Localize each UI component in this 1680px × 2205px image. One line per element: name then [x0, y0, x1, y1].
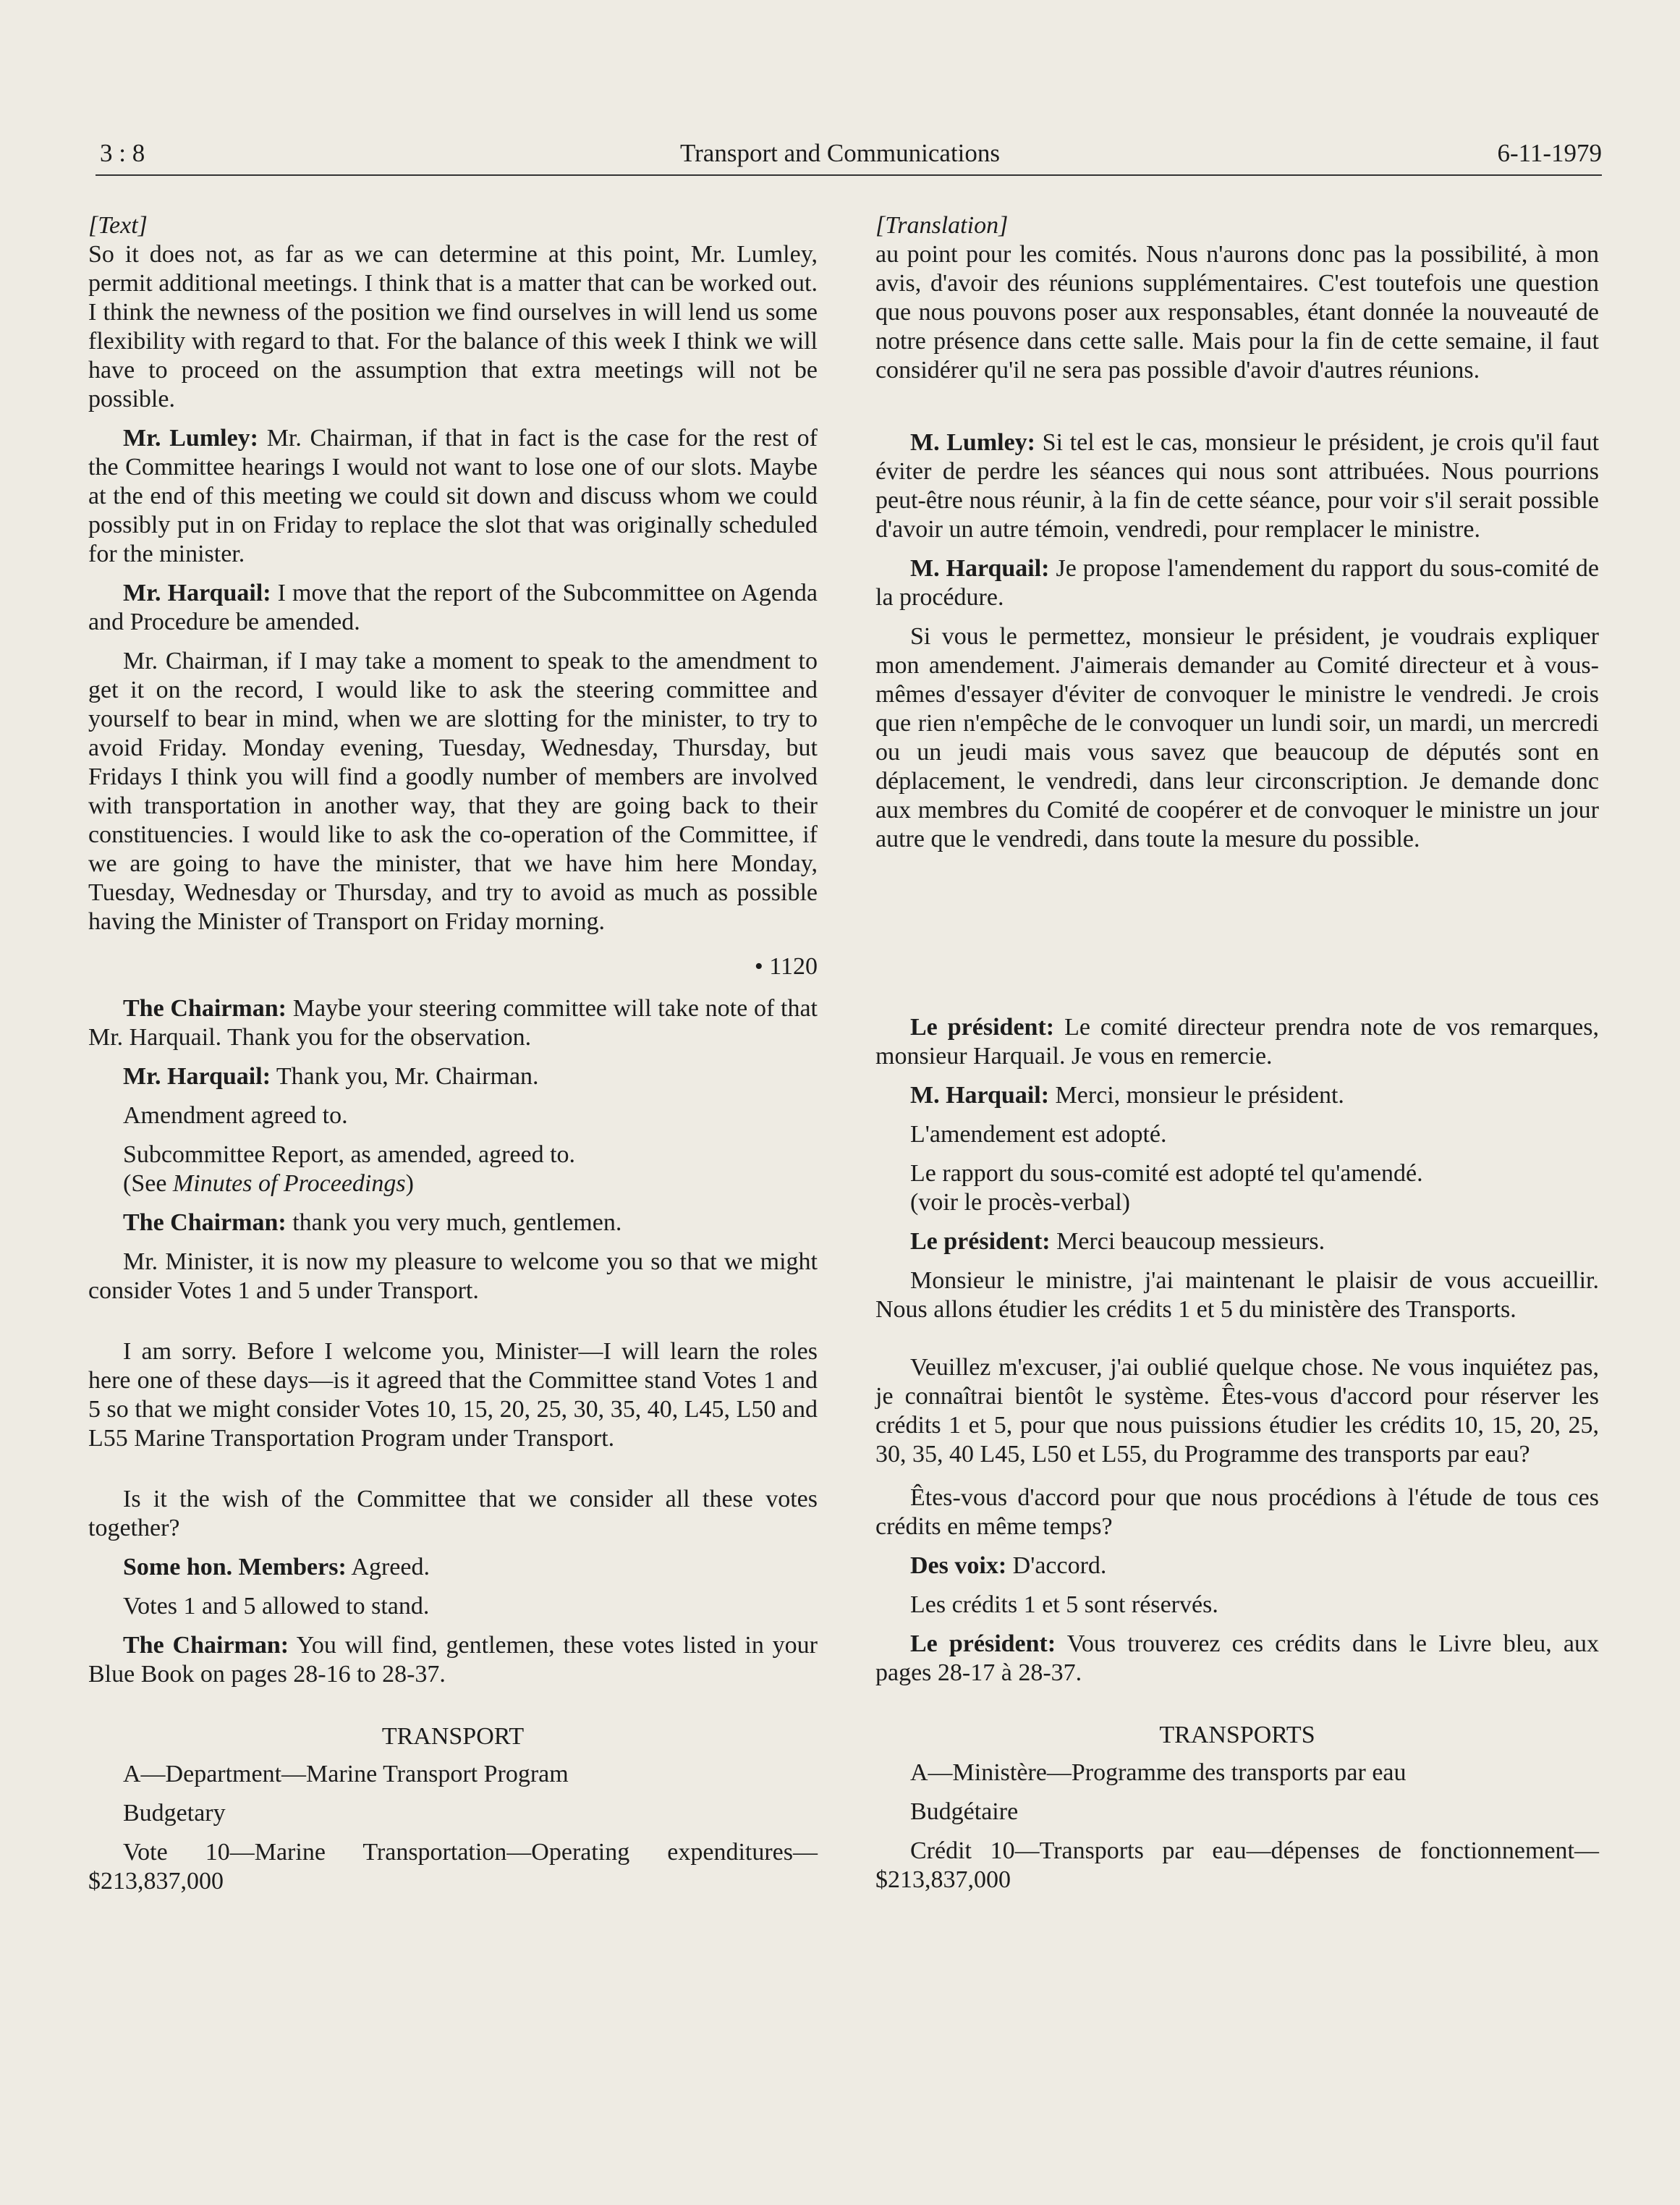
vote-item: A—Ministère—Programme des transports par eau: [910, 1759, 1407, 1786]
paragraph: Some hon. Members: Agreed.: [123, 1554, 430, 1580]
paragraph: Le président: Le comité directeur prendra note de vos remarques, monsieur Harquail. Je vous en remercie.: [875, 1014, 1599, 1070]
running-title: Transport and Communications: [679, 139, 1001, 167]
paragraph: Si vous le permettez, monsieur le président, je voudrais expliquer mon amendement. J'aimerais demander au Comité directeur et à vous-mêmes d'essayer d'éviter de convoquer le ministre le vendredi. Je crois que rien n'empêche de le convoquer un lundi soir, un mardi, un mercredi ou un jeudi mais vous savez que beaucoup de députés sont en déplacement, le vendredi, dans leur circonscription. Je demande donc aux membres du Comité de coopérer et de convoquer le ministre un jour autre que le vendredi, dans toute la mesure du possible.: [875, 623, 1599, 852]
vote-item: Crédit 10—Transports par eau—dépenses de fonctionnement—$213,837,000: [875, 1837, 1599, 1893]
paragraph: Le président: Merci beaucoup messieurs.: [910, 1228, 1325, 1255]
page-date: 6-11-1979: [1497, 139, 1602, 167]
speaker: M. Harquail:: [910, 555, 1050, 582]
vote-item: A—Department—Marine Transport Program: [123, 1761, 569, 1787]
paragraph: Monsieur le ministre, j'ai maintenant le plaisir de vous accueillir. Nous allons étudier les crédits 1 et 5 du ministère des Transports.: [875, 1267, 1599, 1323]
paragraph: M. Harquail: Je propose l'amendement du rapport du sous-comité de la procédure.: [875, 555, 1600, 611]
paragraph: The Chairman: Maybe your steering committee will take note of that Mr. Harquail. Thank you for the observation.: [88, 995, 818, 1051]
page-number: 3 : 8: [100, 139, 145, 167]
time-marker: • 1120: [754, 953, 818, 980]
speaker: Mr. Harquail:: [123, 1063, 271, 1090]
section-heading: TRANSPORTS: [1159, 1722, 1315, 1748]
paragraph: M. Harquail: Merci, monsieur le président.: [910, 1082, 1344, 1109]
paragraph: Veuillez m'excuser, j'ai oublié quelque chose. Ne vous inquiétez pas, je connaîtrai bientôt le système. Êtes-vous d'accord pour réserver les crédits 1 et 5, pour que nous puissions étudier les crédits 10, 15, 20, 25, 30, 35, 40 L45, L50 et L55, du Programme des transports par eau?: [875, 1354, 1599, 1468]
paragraph: Votes 1 and 5 allowed to stand.: [123, 1593, 430, 1620]
text-tag: [Text]: [88, 212, 148, 239]
speaker: Le président:: [910, 1228, 1051, 1255]
paragraph: Êtes-vous d'accord pour que nous procédions à l'étude de tous ces crédits en même temps?: [875, 1484, 1599, 1540]
speaker: Des voix:: [910, 1552, 1007, 1579]
paragraph: The Chairman: thank you very much, gentlemen.: [123, 1209, 622, 1236]
paragraph: Subcommittee Report, as amended, agreed to.: [123, 1141, 576, 1168]
french-column: [875, 211, 1599, 1895]
vote-item: Vote 10—Marine Transportation—Operating expenditures—$213,837,000: [88, 1839, 818, 1895]
vote-item: Budgetary: [123, 1800, 226, 1827]
paragraph: au point pour les comités. Nous n'aurons donc pas la possibilité, à mon avis, d'avoir des réunions supplémentaires. C'est toutefois une question que nous pouvons poser aux responsables, étant donnée la nouveauté de notre présence dans cette salle. Mais pour la fin de cette semaine, il faut considérer qu'il ne sera pas possible d'avoir d'autres réunions.: [875, 241, 1599, 384]
paragraph: Le président: Vous trouverez ces crédits dans le Livre bleu, aux pages 28-17 à 28-37.: [875, 1630, 1599, 1686]
section-heading: TRANSPORT: [381, 1723, 525, 1750]
speaker: The Chairman:: [123, 1632, 289, 1659]
vote-item: Budgétaire: [910, 1798, 1019, 1825]
paragraph: (voir le procès-verbal): [910, 1189, 1130, 1216]
paragraph: (See Minutes of Proceedings): [123, 1170, 414, 1197]
speaker: The Chairman:: [123, 995, 287, 1022]
header-rule: [96, 174, 1602, 176]
english-column: [88, 211, 818, 1896]
speaker: Le président:: [910, 1630, 1056, 1657]
paragraph: Les crédits 1 et 5 sont réservés.: [910, 1591, 1218, 1618]
speaker: Mr. Harquail:: [123, 580, 271, 606]
paragraph: Des voix: D'accord.: [910, 1552, 1107, 1579]
paragraph: Mr. Minister, it is now my pleasure to welcome you so that we might consider Votes 1 and 5 under Transport.: [88, 1248, 818, 1304]
speaker: M. Lumley:: [910, 429, 1036, 456]
paragraph: L'amendement est adopté.: [910, 1121, 1167, 1148]
speaker: The Chairman:: [123, 1209, 287, 1236]
paragraph: Mr. Chairman, if I may take a moment to speak to the amendment to get it on the record, I would like to ask the steering committee and yourself to bear in mind, when we are slotting for the minister, to try to avoid Friday. Monday evening, Tuesday, Wednesday, Thursday, but Fridays I think you will find a goodly number of members are involved with transportation in another way, that they are going back to their constituencies. I would like to ask the co-operation of the Committee, if we are going to have the minister, that we have him here Monday, Tuesday, Wednesday or Thursday, and try to avoid as much as possible having the Minister of Transport on Friday morning.: [88, 648, 818, 935]
speaker: M. Harquail:: [910, 1082, 1050, 1109]
paragraph: So it does not, as far as we can determine at this point, Mr. Lumley, permit additional meetings. I think that is a matter that can be worked out. I think the newness of the position we find ourselves in will lend us some flexibility with regard to that. For the balance of this week I think we will have to proceed on the assumption that extra meetings will not be possible.: [88, 241, 818, 412]
paragraph: Mr. Lumley: Mr. Chairman, if that in fact is the case for the rest of the Committee hearings I would not want to lose one of our slots. Maybe at the end of this meeting we could sit down and discuss whom we could possibly put in on Friday to replace the slot that was originally scheduled for the minister.: [88, 425, 818, 567]
paragraph: Mr. Harquail: Thank you, Mr. Chairman.: [123, 1063, 539, 1090]
paragraph: The Chairman: You will find, gentlemen, these votes listed in your Blue Book on pages 28-16 to 28-37.: [88, 1632, 818, 1688]
paragraph: I am sorry. Before I welcome you, Minister—I will learn the roles here one of these days—is it agreed that the Committee stand Votes 1 and 5 so that we might consider Votes 10, 15, 20, 25, 30, 35, 40, L45, L50 and L55 Marine Transportation Program under Transport.: [88, 1338, 818, 1452]
speaker: Le président:: [910, 1014, 1055, 1041]
translation-tag: [Translation]: [875, 212, 1009, 239]
speaker: Mr. Lumley:: [123, 425, 259, 452]
paragraph: Is it the wish of the Committee that we consider all these votes together?: [88, 1486, 818, 1541]
paragraph: Mr. Harquail: I move that the report of the Subcommittee on Agenda and Procedure be amended.: [88, 580, 818, 635]
paragraph: M. Lumley: Si tel est le cas, monsieur le président, je crois qu'il faut éviter de perdre les séances qui nous sont attribuées. Nous pourrions peut-être nous réunir, à la fin de cette séance, pour voir s'il serait possible d'avoir un autre témoin, vendredi, pour remplacer le ministre.: [875, 429, 1600, 543]
paragraph: Le rapport du sous-comité est adopté tel qu'amendé.: [910, 1160, 1423, 1187]
speaker: Some hon. Members:: [123, 1554, 347, 1580]
paragraph: Amendment agreed to.: [123, 1102, 348, 1129]
